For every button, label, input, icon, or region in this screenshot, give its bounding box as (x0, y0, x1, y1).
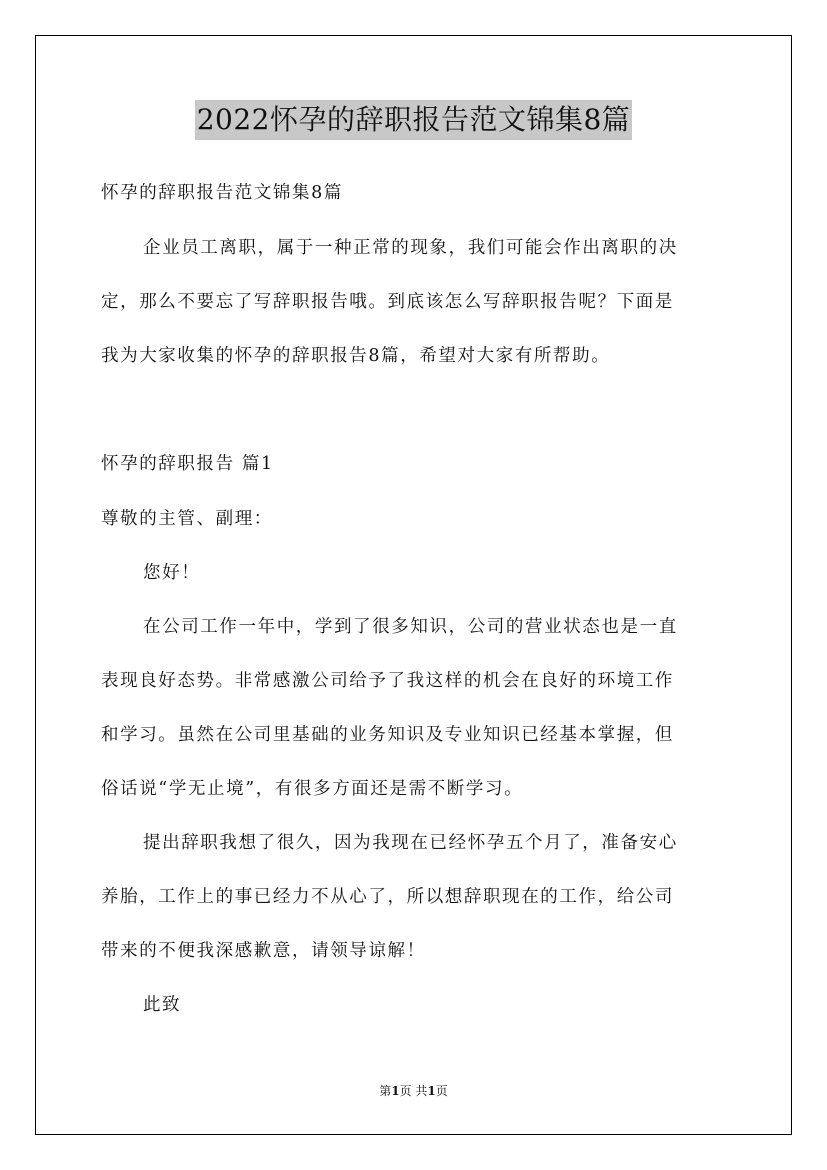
para1-line-3: 和学习。虽然在公司里基础的业务知识及专业知识已经基本掌握，但 (101, 725, 674, 745)
para1-line-1: 在公司工作一年中，学到了很多知识，公司的营业状态也是一直 (143, 617, 678, 637)
para1-line-4: 俗话说“学无止境”，有很多方面还是需不断学习。 (101, 779, 524, 799)
para2-line-1: 提出辞职我想了很久，因为我现在已经怀孕五个月了，准备安心 (143, 833, 678, 853)
intro-line-3: 我为大家收集的怀孕的辞职报告8篇，希望对大家有所帮助。 (101, 346, 611, 366)
para2-line-3: 带来的不便我深感歉意，请领导谅解！ (101, 941, 426, 961)
para2-line-2: 养胎，工作上的事已经力不从心了，所以想辞职现在的工作，给公司 (101, 887, 674, 907)
footer-page-total: 1 (427, 1084, 436, 1098)
footer-mid: 页 共 (399, 1084, 428, 1098)
footer-suffix: 页 (435, 1084, 448, 1098)
section-heading: 怀孕的辞职报告 篇1 (101, 454, 274, 474)
title-container (0, 100, 827, 140)
document-title: 2022怀孕的辞职报告范文锦集8篇 (195, 100, 633, 140)
greeting: 您好！ (143, 563, 201, 583)
salutation: 尊敬的主管、副理： (101, 509, 273, 529)
intro-line-1: 企业员工离职，属于一种正常的现象，我们可能会作出离职的决 (143, 238, 678, 258)
footer-page-number: 1 (391, 1084, 400, 1098)
footer-prefix: 第 (379, 1084, 392, 1098)
closing: 此致 (143, 995, 182, 1015)
document-subtitle: 怀孕的辞职报告范文锦集8篇 (101, 183, 343, 203)
page-footer (0, 1083, 827, 1099)
para1-line-2: 表现良好态势。非常感激公司给予了我这样的机会在良好的环境工作 (101, 671, 674, 691)
intro-line-2: 定，那么不要忘了写辞职报告哦。到底该怎么写辞职报告呢？下面是 (101, 292, 674, 312)
